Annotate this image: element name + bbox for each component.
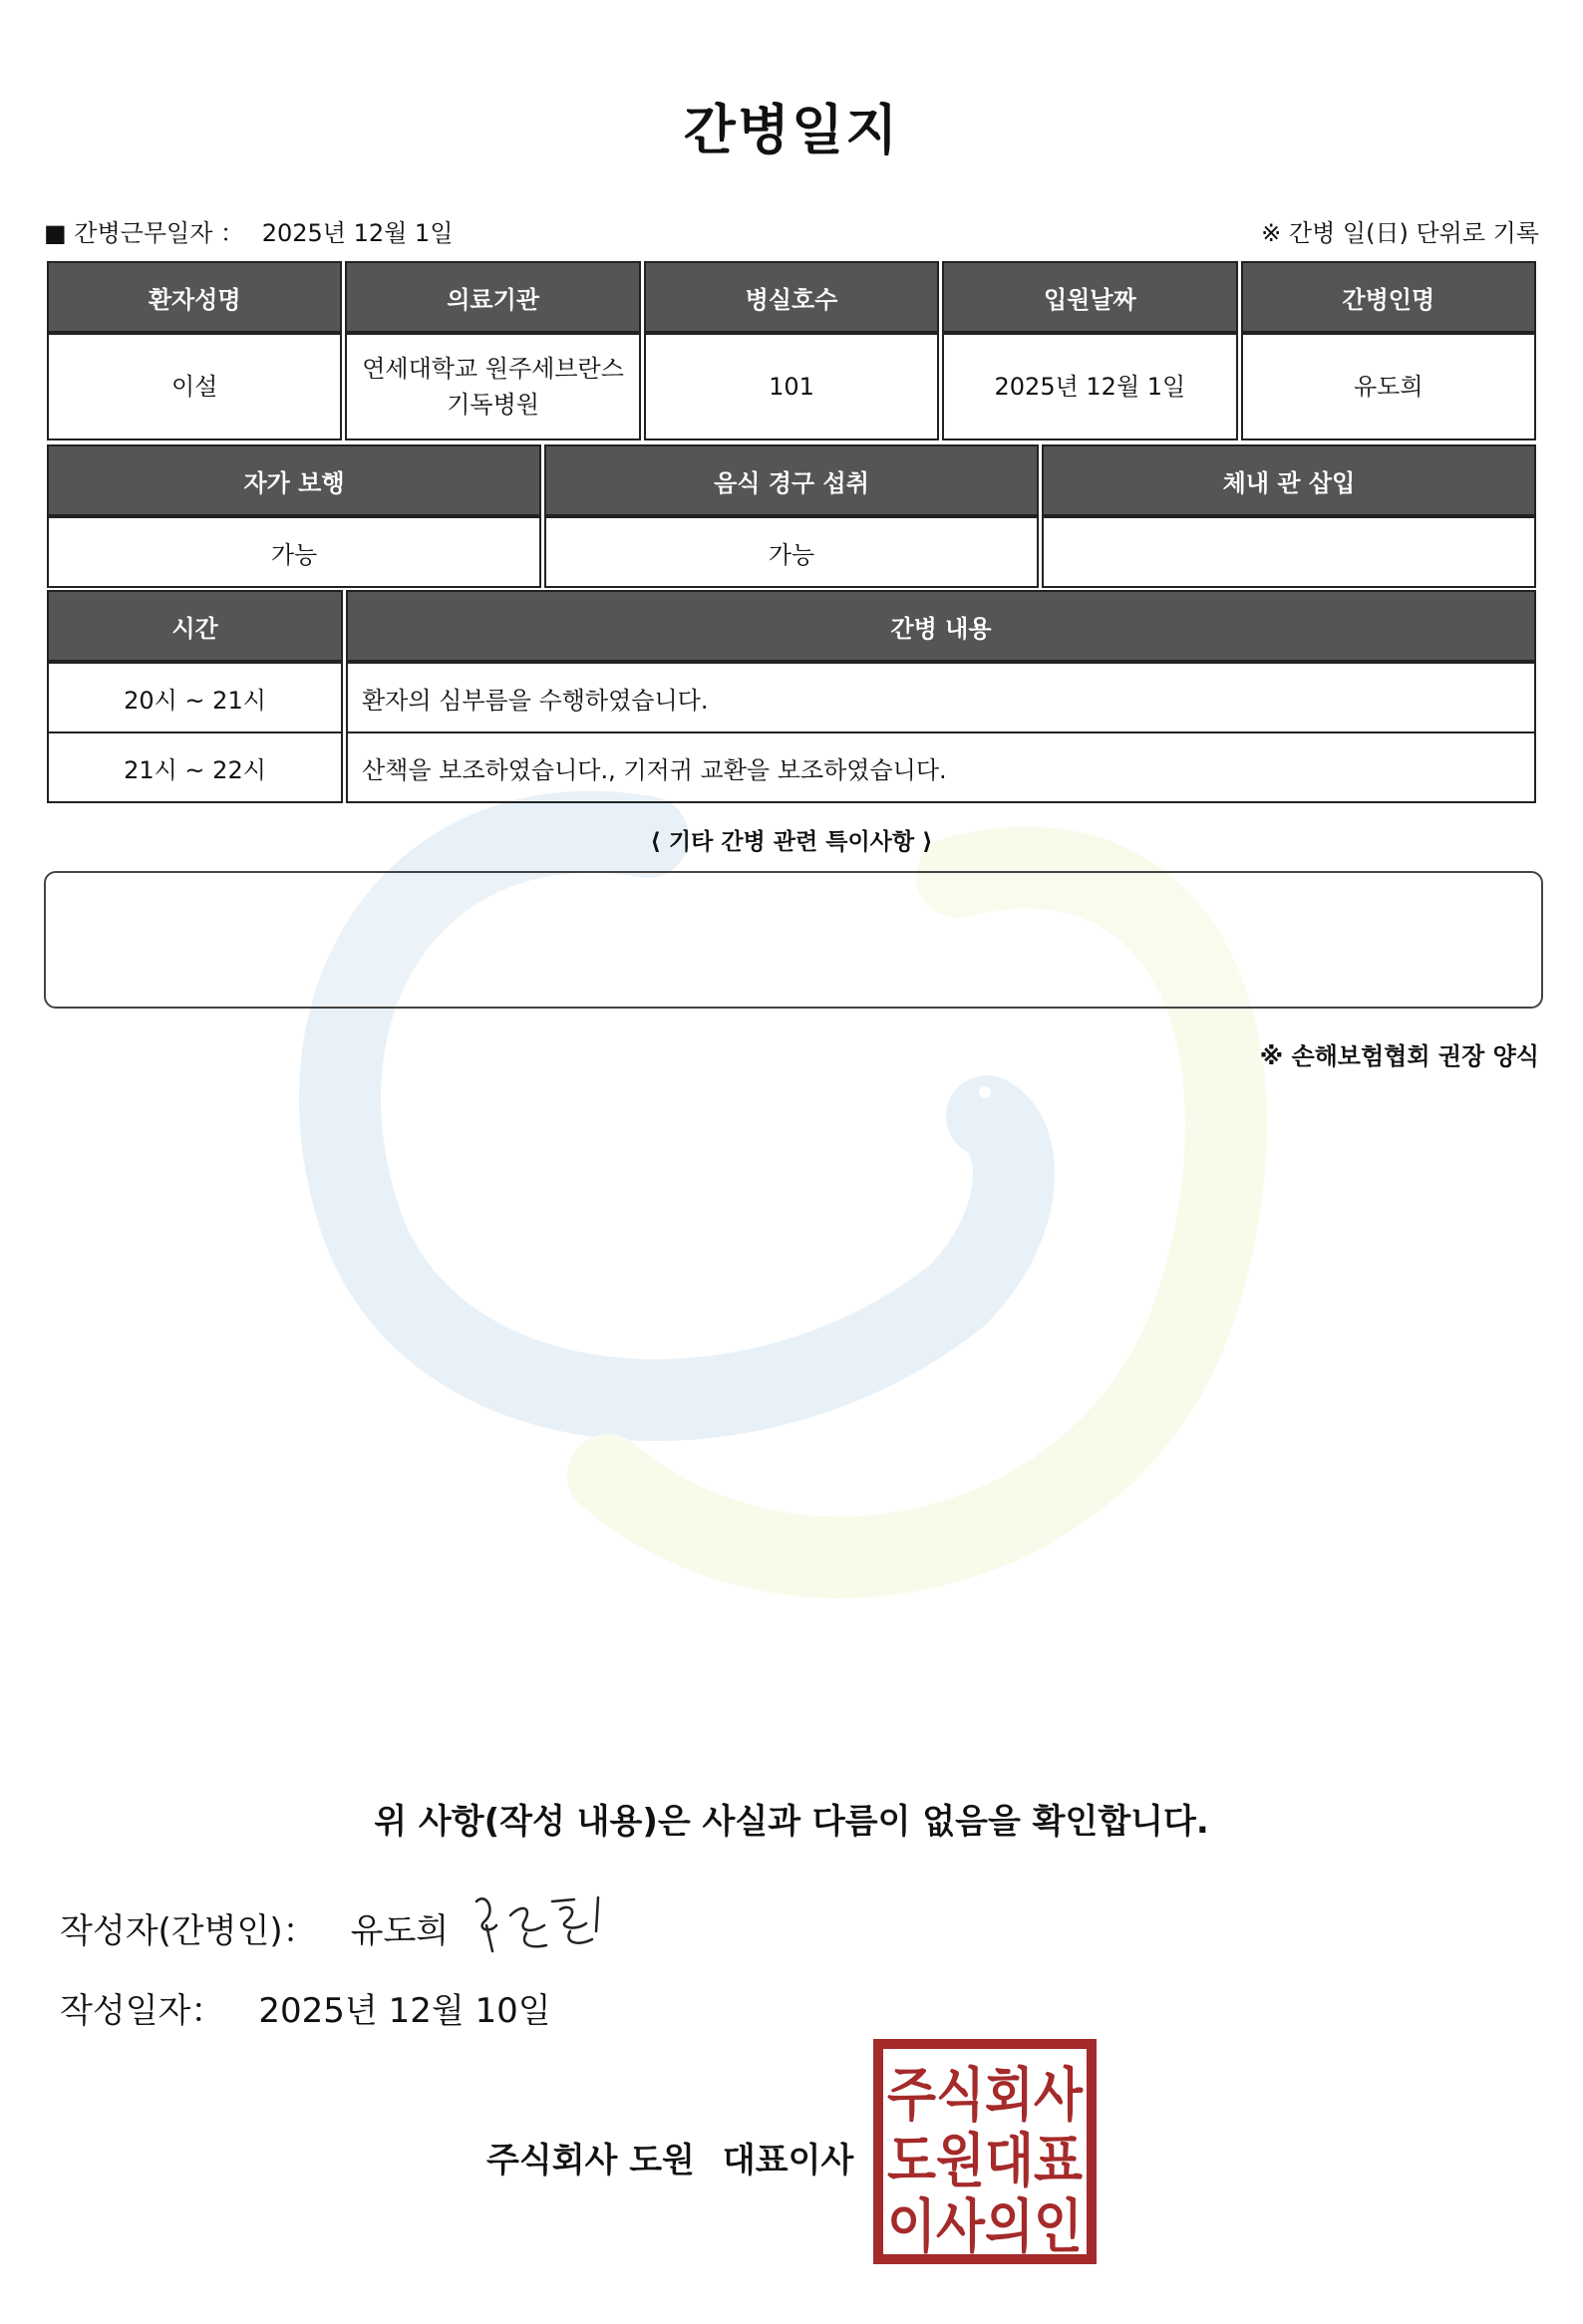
remarks-label: ⟨ 기타 간병 관련 특이사항 ⟩ xyxy=(650,829,933,855)
header-walking: 자가 보행 xyxy=(47,444,541,516)
written-date-value: 2025년 12월 10일 xyxy=(258,1991,551,2031)
header-patient-name: 환자성명 xyxy=(47,261,342,333)
care-row xyxy=(47,733,1536,803)
header-hospital: 의료기관 xyxy=(345,261,640,333)
header-care-content: 간병 내용 xyxy=(346,590,1536,662)
hospital-name xyxy=(345,333,640,440)
company-seal xyxy=(873,2039,1097,2264)
company-line xyxy=(486,2133,853,2181)
status-value-row xyxy=(47,516,1536,588)
patient-value-row xyxy=(47,333,1536,440)
header-caregiver-name: 간병인명 xyxy=(1241,261,1536,333)
svg-text:주식회사: 주식회사 xyxy=(887,2061,1084,2129)
care-row xyxy=(47,662,1536,733)
patient-header-row xyxy=(47,261,1536,333)
document-title: 간병일지 xyxy=(683,99,900,161)
room-number: 101 xyxy=(644,333,939,440)
care-time: 21시 ~ 22시 xyxy=(47,733,343,803)
care-header-row xyxy=(47,590,1536,662)
written-date-line xyxy=(60,1983,551,2032)
care-time: 20시 ~ 21시 xyxy=(47,662,343,733)
form-note: ※ 손해보험협회 권장 양식 xyxy=(1259,1042,1539,1070)
tube-insertion-status xyxy=(1042,516,1536,588)
header-oral-intake: 음식 경구 섭취 xyxy=(544,444,1039,516)
work-date-line xyxy=(44,213,453,248)
representative-title: 대표이사 xyxy=(722,2141,854,2180)
unit-note: ※ 간병 일(日) 단위로 기록 xyxy=(1261,219,1539,247)
header-admission-date: 입원날짜 xyxy=(942,261,1237,333)
remarks-box xyxy=(44,871,1543,1009)
writer-name: 유도희 xyxy=(350,1911,450,1951)
svg-text:이사의인: 이사의인 xyxy=(887,2192,1083,2260)
writer-line xyxy=(60,1903,449,1952)
admission-date: 2025년 12월 1일 xyxy=(942,333,1237,440)
patient-status-table xyxy=(44,444,1539,588)
work-date-value: 2025년 12월 1일 xyxy=(261,219,454,247)
work-date-label: ■ 간병근무일자 ： xyxy=(44,219,245,247)
hospital-name-text: 연세대학교 원주세브란스 기독병원 xyxy=(362,355,624,419)
care-content: 환자의 심부름을 수행하였습니다. xyxy=(346,662,1536,733)
oral-intake-status: 가능 xyxy=(544,516,1039,588)
writer-label: 작성자(간병인)： xyxy=(60,1911,317,1951)
header-room: 병실호수 xyxy=(644,261,939,333)
status-header-row xyxy=(47,444,1536,516)
handwritten-signature xyxy=(467,1882,626,1971)
patient-name: 이설 xyxy=(47,333,342,440)
care-content: 산책을 보조하였습니다., 기저귀 교환을 보조하였습니다. xyxy=(346,733,1536,803)
walking-status: 가능 xyxy=(47,516,541,588)
header-tube-insertion: 체내 관 삽입 xyxy=(1042,444,1536,516)
confirmation-statement: 위 사항(작성 내용)은 사실과 다름이 없음을 확인합니다. xyxy=(374,1802,1209,1842)
caregiver-name: 유도희 xyxy=(1241,333,1536,440)
written-date-label: 작성일자： xyxy=(60,1991,225,2031)
patient-info-table xyxy=(44,261,1539,440)
company-name: 주식회사 도원 xyxy=(486,2141,695,2180)
svg-text:도원대표: 도원대표 xyxy=(887,2127,1083,2194)
header-time: 시간 xyxy=(47,590,343,662)
care-log-table xyxy=(44,590,1539,803)
